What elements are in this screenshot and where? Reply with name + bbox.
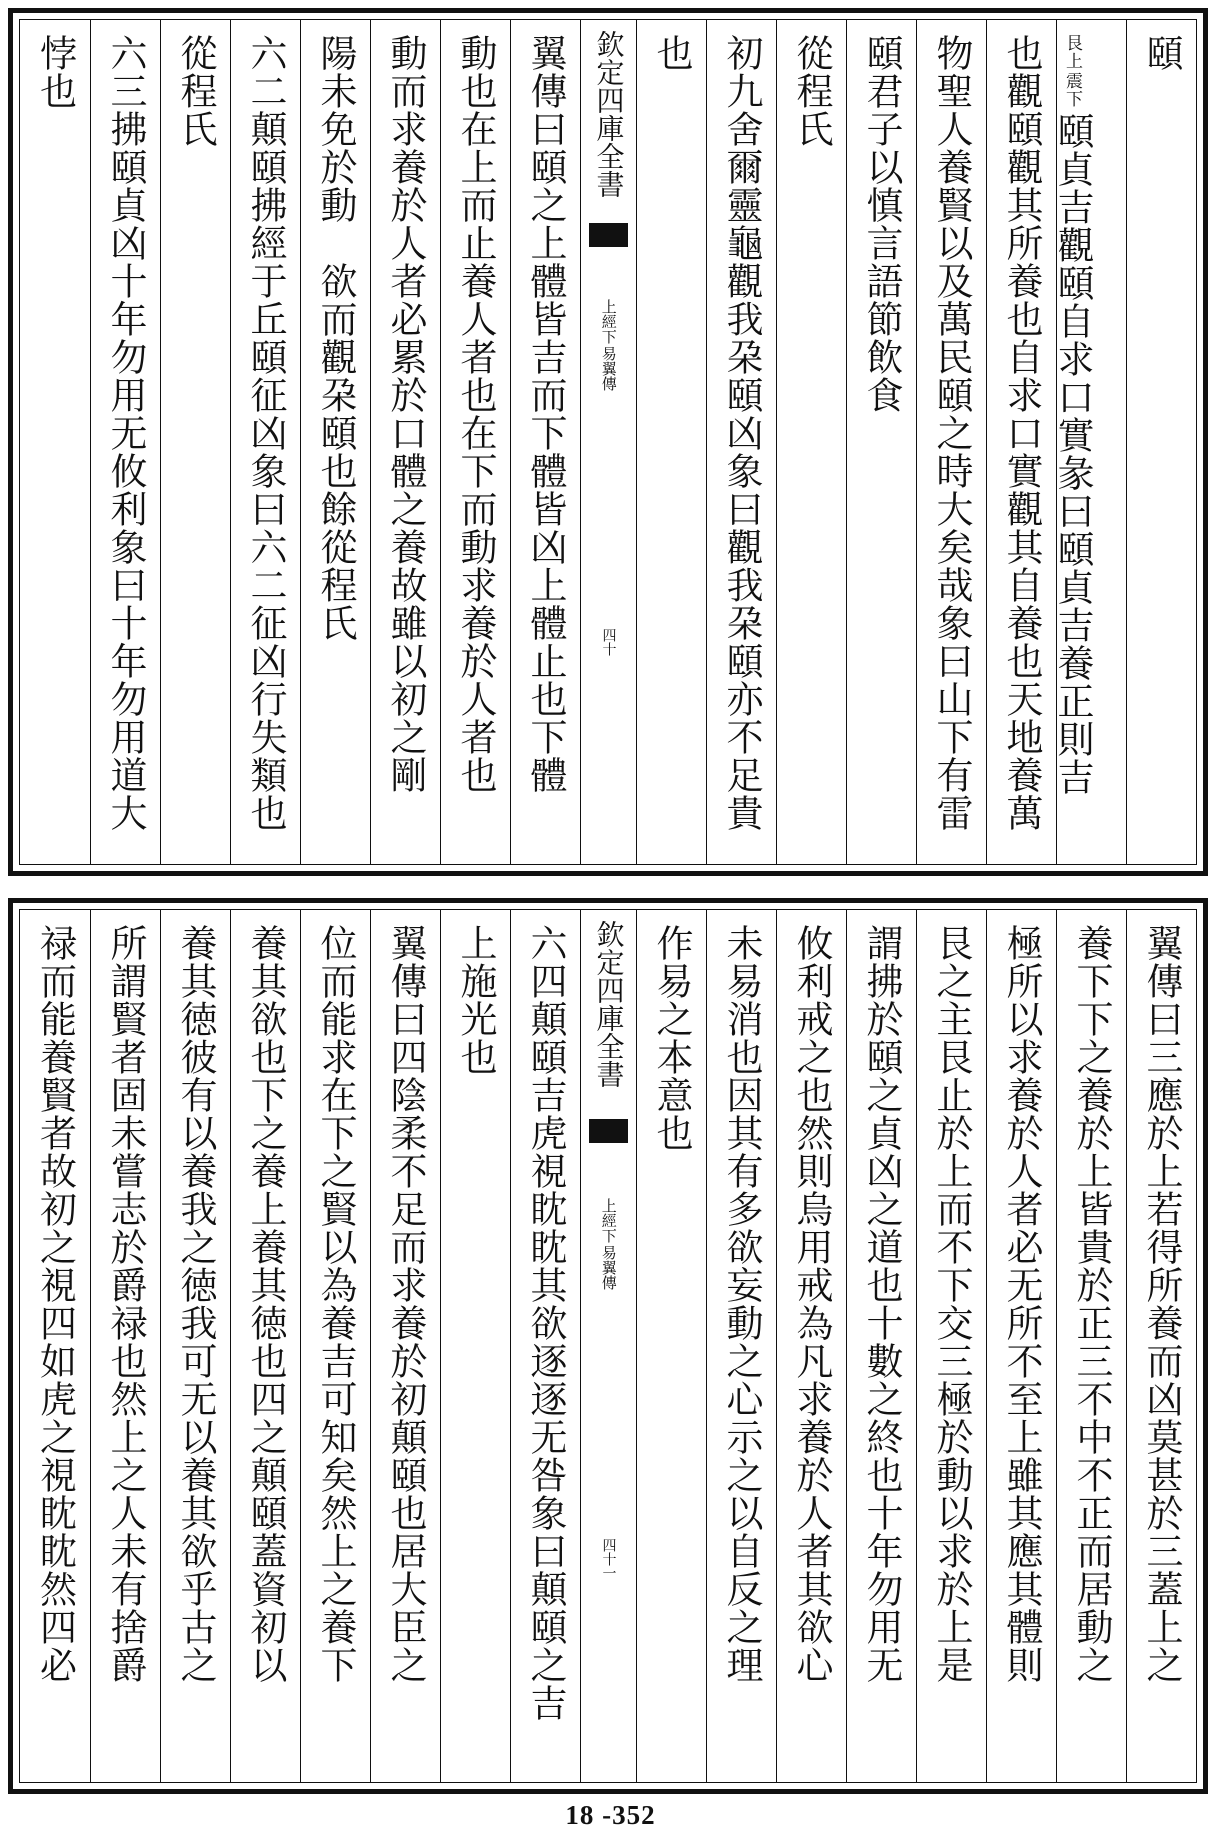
column-text-wrap — [174, 34, 217, 148]
spine-subtitle-line: 易翼傳 — [599, 345, 618, 391]
column-text: 上施光也 — [454, 924, 497, 1076]
spine-folio: 四十一 — [600, 1537, 617, 1580]
column-text-wrap — [790, 34, 833, 148]
text-column — [20, 910, 90, 1782]
column-text-wrap — [524, 34, 567, 794]
column-text-wrap — [930, 34, 973, 832]
column-text: 六二顛頤拂經于丘頤征凶象曰六二征凶行失類也 — [244, 34, 287, 832]
column-text-wrap — [1070, 924, 1113, 1684]
column-text: 動而求養於人者必累於口體之養故雖以初之剛 — [384, 34, 427, 794]
trigram-annotation-line: 震下 — [1062, 72, 1082, 108]
page-number-footer: 18 -352 — [565, 1800, 656, 1830]
column-text: 六四顛頤吉虎視眈眈其欲逐逐无咎象曰顛頤之吉 — [524, 924, 567, 1722]
column-text: 謂拂於頤之貞凶之道也十數之終也十年勿用无 — [860, 924, 903, 1684]
column-text: 動也在上而止養人者也在下而動求養於人者也 — [454, 34, 497, 794]
text-column — [986, 910, 1056, 1782]
text-column — [776, 20, 846, 864]
column-text-wrap — [1000, 34, 1043, 832]
spine-subtitle-line: 上經下 — [599, 1197, 618, 1243]
center-spine — [580, 20, 636, 864]
text-column — [20, 20, 90, 864]
text-column — [370, 20, 440, 864]
spine-subtitle — [600, 299, 617, 391]
text-column — [300, 910, 370, 1782]
column-text: 極所以求養於人者必无所不至上雖其應其體則 — [1000, 924, 1043, 1684]
column-text: 翼傳曰頤之上體皆吉而下體皆凶上體止也下體 — [524, 34, 567, 794]
bottom-page-inner-frame — [19, 909, 1197, 1783]
column-text-wrap — [650, 924, 693, 1152]
text-column — [370, 910, 440, 1782]
column-text-wrap — [384, 34, 427, 794]
column-text: 也 — [650, 34, 693, 72]
column-text-wrap — [930, 924, 973, 1684]
spine-title: 欽定四庫全書 — [592, 30, 626, 198]
column-text-wrap — [174, 924, 217, 1684]
trigram-annotation-line: 艮上 — [1062, 34, 1082, 70]
column-text: 頤 — [1140, 34, 1183, 72]
column-text-wrap — [650, 34, 693, 72]
text-column — [1126, 20, 1196, 864]
column-text: 養下下之養於上皆貴於正三不中不正而居動之 — [1070, 924, 1113, 1684]
text-column — [230, 910, 300, 1782]
column-text-wrap — [384, 924, 427, 1684]
column-text: 初九舍爾靈龜觀我朶頤凶象曰觀我朶頤亦不足貴 — [720, 34, 763, 832]
trigram-annotation — [1062, 34, 1080, 108]
text-column — [160, 910, 230, 1782]
column-text-wrap — [104, 34, 147, 832]
spine-subtitle-line: 上經下 — [599, 298, 618, 344]
text-column — [636, 910, 706, 1782]
text-column — [440, 910, 510, 1782]
column-text-wrap — [790, 924, 833, 1684]
column-text: 艮之主艮止於上而不下交三極於動以求於上是 — [930, 924, 973, 1684]
column-text: 未易消也因其有多欲妄動之心示之以自反之理 — [720, 924, 763, 1684]
yi-hexagram — [1091, 34, 1129, 790]
column-text: 養其徳彼有以養我之徳我可无以養其欲乎古之 — [174, 924, 217, 1684]
column-text-wrap — [244, 924, 287, 1684]
text-column — [160, 20, 230, 864]
column-text-wrap — [1140, 34, 1183, 72]
column-text: 位而能求在下之賢以為養吉可知矣然上之養下 — [314, 924, 357, 1684]
column-text-wrap — [33, 34, 77, 110]
fish-tail-mark-icon — [589, 1119, 628, 1143]
column-text: 作易之本意也 — [650, 924, 693, 1152]
text-column — [1126, 910, 1196, 1782]
column-text: 攸利戒之也然則烏用戒為凡求養於人者其欲心 — [790, 924, 833, 1684]
column-text-wrap — [104, 924, 147, 1684]
column-text: 翼傳曰四陰柔不足而求養於初顛頤也居大臣之 — [384, 924, 427, 1684]
text-column — [440, 20, 510, 864]
column-text-wrap — [860, 924, 903, 1684]
column-text: 從程氏 — [790, 34, 833, 148]
fish-tail-mark-icon — [589, 223, 628, 247]
column-text-wrap — [314, 34, 357, 642]
bottom-page — [8, 898, 1208, 1794]
text-column — [300, 20, 370, 864]
text-column — [776, 910, 846, 1782]
text-column — [1056, 910, 1126, 1782]
column-text: 翼傳曰三應於上若得所養而凶莫甚於三蓋上之 — [1140, 924, 1183, 1684]
spine-subtitle-line: 易翼傳 — [599, 1244, 618, 1290]
column-text-wrap — [314, 924, 357, 1684]
text-column — [510, 20, 580, 864]
column-text-wrap — [1140, 924, 1183, 1684]
top-page-inner-frame — [19, 19, 1197, 865]
top-page-columns — [20, 20, 1196, 864]
column-text-wrap — [720, 34, 763, 832]
column-text: 也觀頤觀其所養也自求口實觀其自養也天地養萬 — [1000, 34, 1043, 832]
text-column — [986, 20, 1056, 864]
text-column — [510, 910, 580, 1782]
column-text: 六三拂頤貞凶十年勿用无攸利象曰十年勿用道大 — [104, 34, 147, 832]
text-column — [846, 910, 916, 1782]
spine-folio: 四十 — [600, 627, 617, 656]
column-text-wrap — [244, 34, 287, 832]
text-column — [706, 910, 776, 1782]
column-text: 禄而能養賢者故初之視四如虎之視眈眈然四必 — [33, 924, 77, 1684]
text-column — [90, 910, 160, 1782]
column-text: 悖也 — [33, 34, 77, 110]
column-text-wrap — [1000, 924, 1043, 1684]
spine-title: 欽定四庫全書 — [592, 920, 626, 1088]
center-spine — [580, 910, 636, 1782]
column-text-wrap — [454, 924, 497, 1076]
bottom-page-columns — [20, 910, 1196, 1782]
text-column — [916, 910, 986, 1782]
top-page — [8, 8, 1208, 876]
text-column — [916, 20, 986, 864]
text-column — [706, 20, 776, 864]
column-text-wrap — [524, 924, 567, 1722]
column-text: 養其欲也下之養上養其徳也四之顛頤蓋資初以 — [244, 924, 287, 1684]
column-text: 物聖人養賢以及萬民頤之時大矣哉象曰山下有雷 — [930, 34, 973, 832]
text-column — [636, 20, 706, 864]
column-text-wrap — [720, 924, 763, 1684]
text-column — [230, 20, 300, 864]
column-text-wrap — [33, 924, 77, 1684]
column-text: 頤君子以慎言語節飲食 — [860, 34, 903, 414]
spine-subtitle — [600, 1198, 617, 1290]
text-column — [90, 20, 160, 864]
column-text: 頤貞吉觀頤自求口實彖曰頤貞吉養正則吉 — [1051, 112, 1094, 796]
text-column — [846, 20, 916, 864]
column-text: 所謂賢者固未嘗志於爵禄也然上之人未有捨爵 — [104, 924, 147, 1684]
column-text-wrap — [860, 34, 903, 414]
text-column — [1051, 20, 1126, 864]
column-text-wrap — [1051, 34, 1129, 796]
column-text: 陽未免於動 欲而觀朶頤也餘從程氏 — [314, 34, 357, 642]
column-text-wrap — [454, 34, 497, 794]
column-text: 從程氏 — [174, 34, 217, 148]
